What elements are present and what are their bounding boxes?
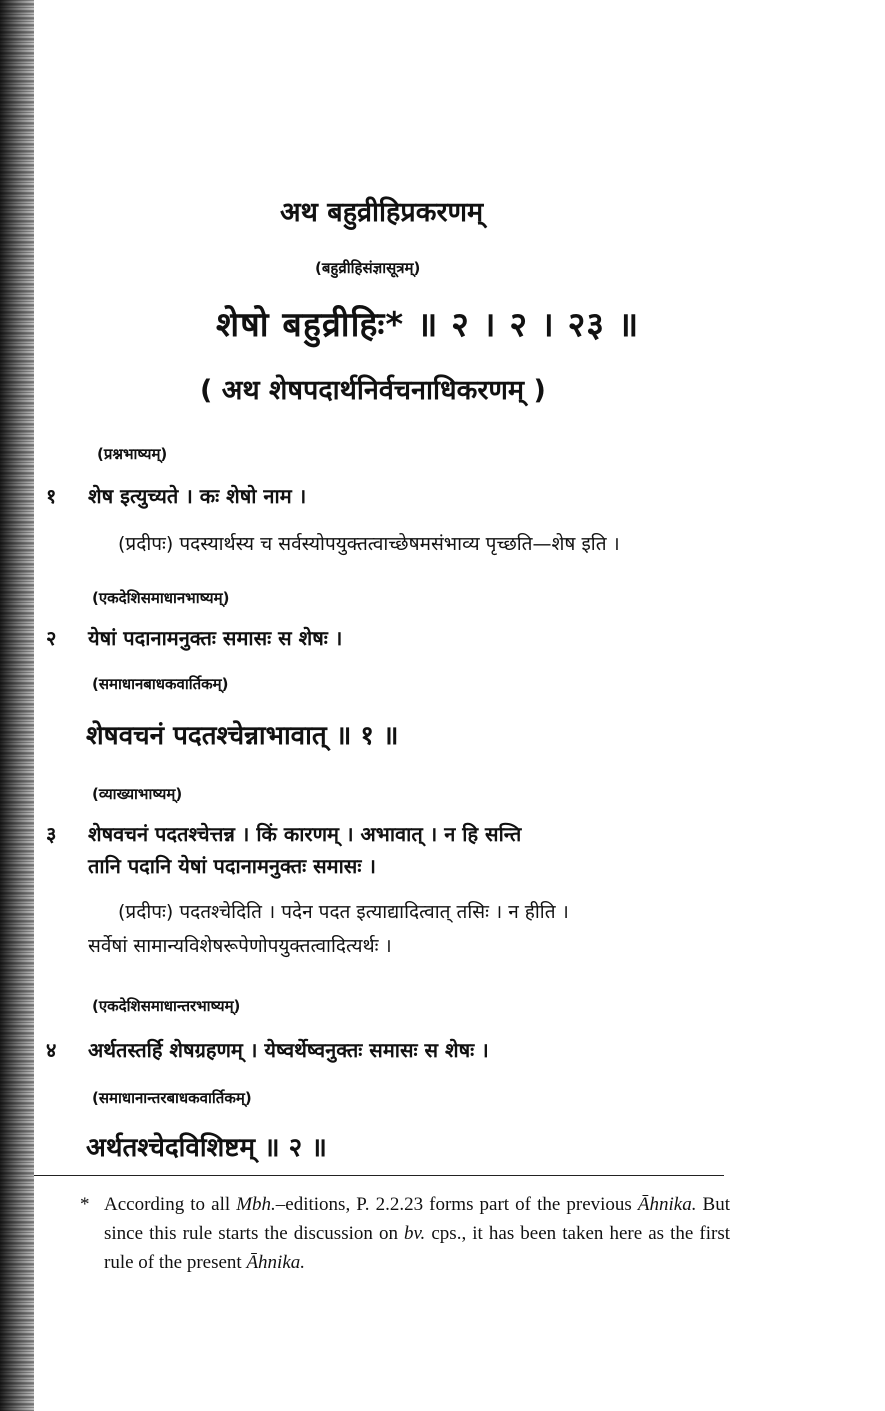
paragraph-number: ३	[46, 822, 57, 846]
bhashya-text: येषां पदानामनुक्तः समासः स शेषः ।	[88, 626, 343, 650]
sutra-label: (बहुव्रीहिसंज्ञासूत्रम्)	[315, 259, 421, 277]
footnote-italic: bv.	[404, 1223, 426, 1244]
footnote-part: But since this rule starts the discussion on	[104, 1194, 730, 1244]
paragraph-number: २	[46, 626, 57, 650]
footnote-italic: Mbh.	[236, 1194, 276, 1215]
bhashya-text: शेष इत्युच्यते । कः शेषो नाम ।	[88, 484, 307, 508]
vartika-label: (समाधानान्तरबाधकवार्तिकम्)	[92, 1089, 252, 1107]
adhikarana-heading: ( अथ शेषपदार्थनिर्वचनाधिकरणम् )	[200, 375, 546, 406]
bhashya-label: (एकदेशिसमाधानभाष्यम्)	[92, 589, 230, 607]
vartika-text: शेषवचनं पदतश्चेन्नाभावात् ॥ १ ॥	[86, 721, 399, 751]
footnote-divider	[34, 1175, 724, 1176]
scanned-page-edge	[0, 0, 34, 1411]
bhashya-label: (व्याख्याभाष्यम्)	[92, 785, 183, 803]
pradipa-text: सर्वेषां सामान्यविशेषरूपेणोपयुक्तत्वादित्यर्थः ।	[88, 935, 392, 957]
bhashya-text: अर्थतस्तर्हि शेषग्रहणम् । येष्वर्थेष्वनुक्तः समासः स शेषः ।	[88, 1038, 489, 1062]
pradipa-text: (प्रदीपः) पदतश्चेदिति । पदेन पदत इत्याद्यादित्वात् तसिः । न हीति ।	[118, 901, 569, 923]
paragraph-number: ४	[46, 1038, 57, 1062]
footnote-italic: Āhnika.	[246, 1252, 306, 1273]
bhashya-label: (एकदेशिसमाधान्तरभाष्यम्)	[92, 997, 241, 1015]
sutra-text: शेषो बहुव्रीहिः* ॥ २ । २ । २३ ॥	[216, 305, 640, 345]
section-title: अथ बहुव्रीहिप्रकरणम्	[280, 197, 484, 228]
footnote-part: According to all	[104, 1194, 237, 1215]
vartika-label: (समाधानबाधकवार्तिकम्)	[92, 675, 229, 693]
bhashya-text: तानि पदानि येषां पदानामनुक्तः समासः ।	[88, 854, 376, 878]
footnote-italic: Āhnika.	[637, 1194, 697, 1215]
footnote-marker: *	[80, 1194, 90, 1215]
pradipa-text: (प्रदीपः) पदस्यार्थस्य च सर्वस्योपयुक्तत्वाच्छेषमसंभाव्य पृच्छति—शेष इति ।	[118, 533, 620, 555]
vartika-text: अर्थतश्चेदविशिष्टम् ॥ २ ॥	[86, 1133, 327, 1163]
footnote	[82, 1190, 730, 1277]
footnote-part: cps., it has been taken here as the first rule of the present	[104, 1223, 730, 1273]
paragraph-number: १	[46, 484, 57, 508]
footnote-text	[82, 1190, 730, 1277]
footnote-part: –editions, P. 2.2.23 forms part of the previous	[275, 1194, 638, 1215]
bhashya-text: शेषवचनं पदतश्चेत्तन्न । किं कारणम् । अभावात् । न हि सन्ति	[88, 822, 522, 846]
bhashya-label: (प्रश्नभाष्यम्)	[97, 445, 168, 463]
